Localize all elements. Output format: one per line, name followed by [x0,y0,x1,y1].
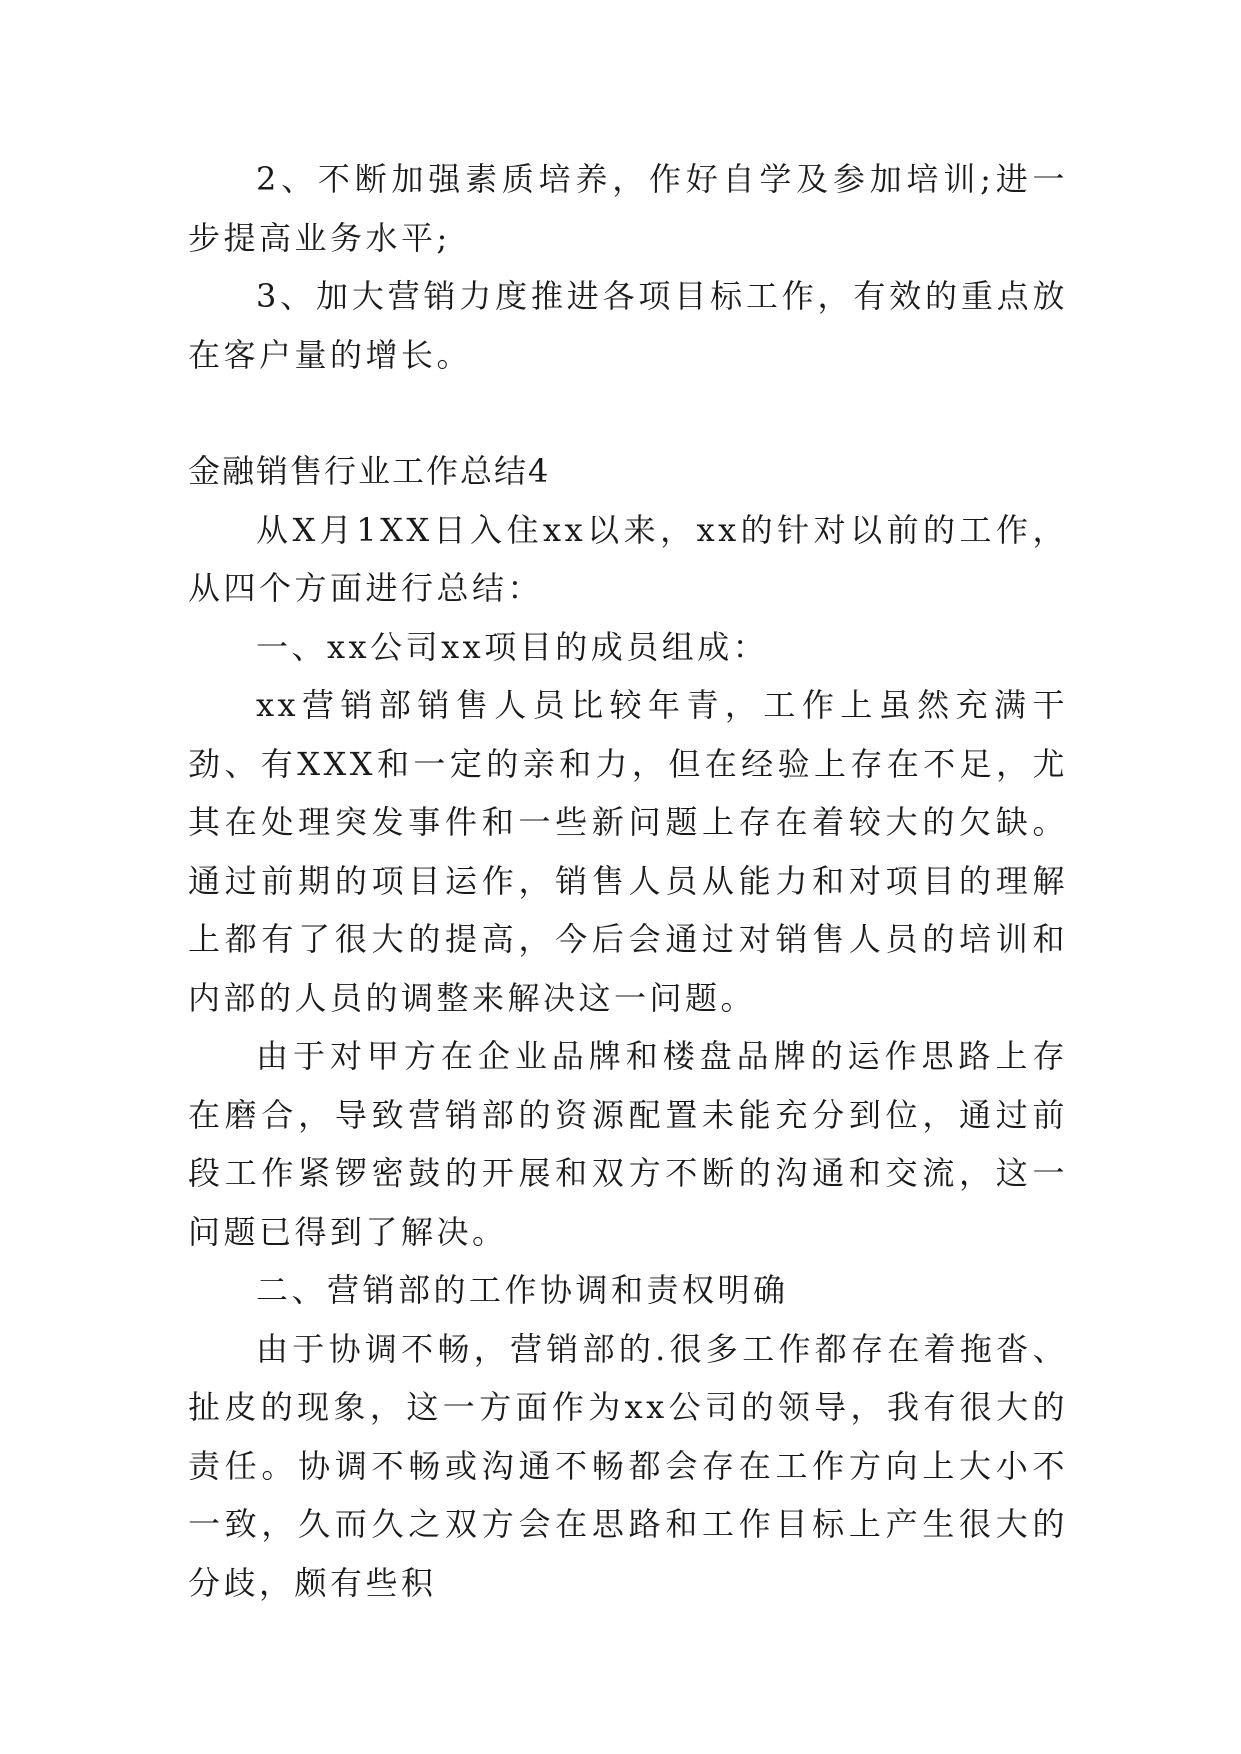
paragraph: 2、不断加强素质培养，作好自学及参加培训;进一步提高业务水平; [188,160,1068,257]
section-title: 金融销售行业工作总结4 [188,452,551,490]
paragraph: 由于协调不畅，营销部的.很多工作都存在着拖沓、扯皮的现象，这一方面作为xx公司的领导，我有很大的责任。协调不畅或沟通不畅都会存在工作方向上大小不一致，久而久之双方会在思路和工作目标上产生很大的分歧，颇有些积 [188,1329,1068,1602]
paragraph: 一、xx公司xx项目的成员组成： [256,627,769,666]
paragraph: 从X月1XX日入住xx以来，xx的针对以前的工作，从四个方面进行总结： [188,510,1068,607]
document-body [188,150,1068,1612]
paragraph: 二、营销部的工作协调和责权明确 [256,1271,789,1309]
paragraph: 3、加大营销力度推进各项目标工作，有效的重点放在客户量的增长。 [188,277,1068,374]
paragraph: 由于对甲方在企业品牌和楼盘品牌的运作思路上存在磨合，导致营销部的资源配置未能充分到位，通过前段工作紧锣密鼓的开展和双方不断的沟通和交流，这一问题已得到了解决。 [188,1037,1068,1251]
paragraph: xx营销部销售人员比较年青，工作上虽然充满干劲、有XXX和一定的亲和力，但在经验上存在不足，尤其在处理突发事件和一些新问题上存在着较大的欠缺。通过前期的项目运作，销售人员从能力和对项目的理解上都有了很大的提高，今后会通过对销售人员的培训和内部的人员的调整来解决这一问题。 [188,686,1068,1017]
